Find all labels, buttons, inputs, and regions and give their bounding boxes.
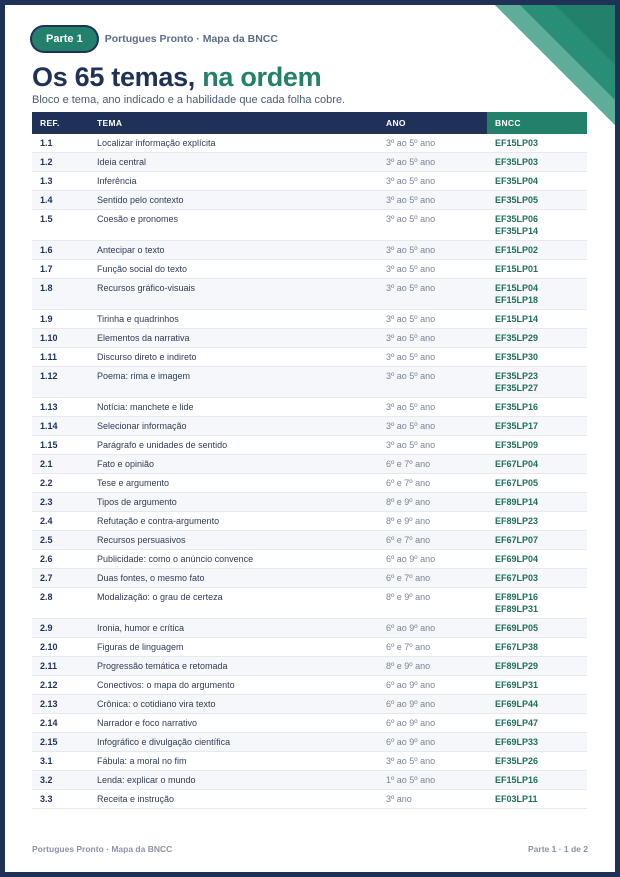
table-row [32, 714, 587, 733]
page-subtitle: Bloco e tema, ano indicado e a habilidade que cada folha cobre. [32, 94, 346, 106]
bncc-cell [487, 310, 587, 329]
bncc-code: EF15LP04 [495, 283, 539, 293]
bncc-cell [487, 260, 587, 279]
bncc-code: EF35LP26 [495, 756, 539, 766]
tema-cell: Progressão temática e retomada [97, 661, 228, 671]
table-row [32, 790, 587, 809]
ano-cell: 3º ao 5º ano [386, 756, 436, 766]
table-row [32, 493, 587, 512]
tema-cell: Conectivos: o mapa do argumento [97, 680, 235, 690]
bncc-code: EF89LP16 [495, 592, 539, 602]
brand-label: Portugues Pronto · Mapa da BNCC [104, 33, 278, 45]
table-row [32, 329, 587, 348]
footer-brand: Portugues Pronto · Mapa da BNCC [32, 844, 173, 854]
themes-table [32, 112, 587, 809]
bncc-code: EF35LP14 [495, 226, 539, 236]
bncc-code: EF67LP04 [495, 459, 539, 469]
ref-cell: 3.2 [40, 775, 53, 785]
bncc-code: EF15LP18 [495, 295, 539, 305]
tema-cell: Lenda: explicar o mundo [97, 775, 196, 785]
ref-cell: 1.10 [40, 333, 58, 343]
bncc-code: EF35LP29 [495, 333, 539, 343]
tema-cell: Receita e instrução [97, 794, 175, 804]
ano-cell: 6º e 7º ano [386, 478, 431, 488]
tema-cell: Infográfico e divulgação científica [97, 737, 231, 747]
ano-cell: 6º ao 9º ano [386, 680, 436, 690]
bncc-cell [487, 241, 587, 260]
ref-cell: 2.4 [40, 516, 53, 526]
table-row [32, 436, 587, 455]
table-row [32, 134, 587, 153]
table-row [32, 210, 587, 241]
tema-cell: Modalização: o grau de certeza [97, 592, 223, 602]
tema-cell: Recursos persuasivos [97, 535, 186, 545]
ano-cell: 3º ao 5º ano [386, 352, 436, 362]
ano-cell: 6º e 7º ano [386, 573, 431, 583]
ref-cell: 2.14 [40, 718, 58, 728]
bncc-code: EF35LP05 [495, 195, 539, 205]
table-row [32, 676, 587, 695]
ano-cell: 6º ao 9º ano [386, 623, 436, 633]
table-row [32, 695, 587, 714]
bncc-cell [487, 531, 587, 550]
tema-cell: Duas fontes, o mesmo fato [97, 573, 205, 583]
tema-cell: Elementos da narrativa [97, 333, 190, 343]
bncc-code: EF15LP03 [495, 138, 539, 148]
page-header [32, 25, 588, 106]
ref-cell: 2.1 [40, 459, 53, 469]
bncc-code: EF69LP47 [495, 718, 539, 728]
tema-cell: Narrador e foco narrativo [97, 718, 198, 728]
bncc-cell [487, 279, 587, 310]
bncc-cell [487, 417, 587, 436]
tema-cell: Tese e argumento [97, 478, 170, 488]
bncc-code: EF69LP31 [495, 680, 539, 690]
tema-cell: Coesão e pronomes [97, 214, 179, 224]
bncc-code: EF89LP23 [495, 516, 539, 526]
tema-cell: Antecipar o texto [97, 245, 165, 255]
ref-cell: 2.15 [40, 737, 58, 747]
bncc-code: EF89LP14 [495, 497, 539, 507]
table-row [32, 531, 587, 550]
table-row [32, 638, 587, 657]
tema-cell: Recursos gráfico-visuais [97, 283, 196, 293]
header-tema: TEMA [89, 112, 378, 134]
bncc-code: EF69LP05 [495, 623, 539, 633]
ano-cell: 3º ao 5º ano [386, 195, 436, 205]
table-row [32, 172, 587, 191]
bncc-code: EF03LP11 [495, 794, 538, 804]
ref-cell: 2.5 [40, 535, 53, 545]
ref-cell: 2.2 [40, 478, 53, 488]
ref-cell: 3.1 [40, 756, 53, 766]
table-row [32, 771, 587, 790]
ref-cell: 1.4 [40, 195, 53, 205]
bncc-code: EF35LP16 [495, 402, 539, 412]
ref-cell: 1.13 [40, 402, 58, 412]
bncc-cell [487, 790, 587, 809]
ref-cell: 1.3 [40, 176, 53, 186]
ref-cell: 1.11 [40, 352, 58, 362]
ref-cell: 2.3 [40, 497, 53, 507]
tema-cell: Figuras de linguagem [97, 642, 184, 652]
ref-cell: 1.1 [40, 138, 53, 148]
bncc-code: EF69LP44 [495, 699, 539, 709]
ref-cell: 1.15 [40, 440, 58, 450]
table-row [32, 310, 587, 329]
bncc-code: EF67LP03 [495, 573, 539, 583]
bncc-cell [487, 134, 587, 153]
bncc-cell [487, 329, 587, 348]
table-row [32, 279, 587, 310]
bncc-code: EF89LP31 [495, 604, 539, 614]
header-ano: ANO [378, 112, 487, 134]
tema-cell: Discurso direto e indireto [97, 352, 197, 362]
bncc-code: EF67LP07 [495, 535, 539, 545]
bncc-cell [487, 676, 587, 695]
ano-cell: 3º ao 5º ano [386, 214, 436, 224]
ano-cell: 3º ao 5º ano [386, 176, 436, 186]
tema-cell: Poema: rima e imagem [97, 371, 191, 381]
ano-cell: 3º ao 5º ano [386, 333, 436, 343]
tema-cell: Localizar informação explícita [97, 138, 216, 148]
bncc-code: EF15LP02 [495, 245, 539, 255]
ref-cell: 2.10 [40, 642, 58, 652]
bncc-cell [487, 752, 587, 771]
title-accent: na ordem [202, 62, 322, 92]
ref-cell: 2.7 [40, 573, 53, 583]
ano-cell: 8º e 9º ano [386, 592, 431, 602]
bncc-cell [487, 512, 587, 531]
ano-cell: 3º ao 5º ano [386, 157, 436, 167]
part-badge: Parte 1 [32, 27, 97, 51]
bncc-cell [487, 657, 587, 676]
ref-cell: 1.7 [40, 264, 53, 274]
bncc-cell [487, 493, 587, 512]
ano-cell: 6º e 7º ano [386, 459, 431, 469]
bncc-cell [487, 550, 587, 569]
ano-cell: 3º ao 5º ano [386, 264, 436, 274]
tema-cell: Fábula: a moral no fim [97, 756, 187, 766]
ano-cell: 3º ao 5º ano [386, 138, 436, 148]
bncc-code: EF35LP04 [495, 176, 539, 186]
ref-cell: 3.3 [40, 794, 53, 804]
table-row [32, 512, 587, 531]
bncc-cell [487, 172, 587, 191]
tema-cell: Ironia, humor e crítica [97, 623, 185, 633]
page-footer [32, 844, 588, 854]
bncc-code: EF15LP01 [495, 264, 539, 274]
bncc-code: EF69LP04 [495, 554, 539, 564]
bncc-code: EF35LP27 [495, 383, 539, 393]
ref-cell: 1.5 [40, 214, 53, 224]
header-ref: REF. [32, 112, 89, 134]
ano-cell: 8º e 9º ano [386, 497, 431, 507]
table-row [32, 260, 587, 279]
ano-cell: 8º e 9º ano [386, 661, 431, 671]
bncc-cell [487, 348, 587, 367]
bncc-cell [487, 436, 587, 455]
ref-cell: 2.6 [40, 554, 53, 564]
bncc-cell [487, 474, 587, 493]
tema-cell: Parágrafo e unidades de sentido [97, 440, 228, 450]
bncc-code: EF35LP17 [495, 421, 539, 431]
ref-cell: 1.12 [40, 371, 58, 381]
table-row [32, 348, 587, 367]
bncc-code: EF35LP30 [495, 352, 539, 362]
ref-cell: 2.13 [40, 699, 58, 709]
ref-cell: 2.12 [40, 680, 58, 690]
ano-cell: 3º ao 5º ano [386, 314, 436, 324]
table-header-row [32, 112, 587, 134]
footer-page-number: Parte 1 · 1 de 2 [527, 844, 588, 854]
table-row [32, 619, 587, 638]
bncc-cell [487, 367, 587, 398]
ano-cell: 3º ano [386, 794, 412, 804]
ano-cell: 6º ao 9º ano [386, 737, 436, 747]
table-row [32, 398, 587, 417]
bncc-cell [487, 153, 587, 172]
table-row [32, 733, 587, 752]
ano-cell: 1º ao 5º ano [386, 775, 436, 785]
table-row [32, 191, 587, 210]
table-body [32, 134, 587, 809]
table-row [32, 474, 587, 493]
bncc-code: EF35LP03 [495, 157, 539, 167]
ano-cell: 6º ao 9º ano [386, 554, 436, 564]
page-title [32, 62, 588, 92]
bncc-cell [487, 638, 587, 657]
tema-cell: Inferência [97, 176, 137, 186]
tema-cell: Notícia: manchete e lide [97, 402, 194, 412]
ano-cell: 6º e 7º ano [386, 642, 431, 652]
document-page [5, 5, 615, 872]
bncc-cell [487, 569, 587, 588]
table-row [32, 153, 587, 172]
ref-cell: 1.2 [40, 157, 53, 167]
tema-cell: Sentido pelo contexto [97, 195, 184, 205]
tema-cell: Tipos de argumento [97, 497, 177, 507]
bncc-cell [487, 619, 587, 638]
table-row [32, 241, 587, 260]
tema-cell: Tirinha e quadrinhos [97, 314, 179, 324]
tema-cell: Fato e opinião [97, 459, 155, 469]
ano-cell: 6º ao 9º ano [386, 718, 436, 728]
ref-cell: 2.8 [40, 592, 53, 602]
ano-cell: 3º ao 5º ano [386, 371, 436, 381]
table-row [32, 367, 587, 398]
bncc-code: EF35LP23 [495, 371, 539, 381]
tema-cell: Crônica: o cotidiano vira texto [97, 699, 216, 709]
ref-cell: 2.9 [40, 623, 53, 633]
table-row [32, 752, 587, 771]
table-row [32, 417, 587, 436]
ano-cell: 3º ao 5º ano [386, 402, 436, 412]
bncc-cell [487, 455, 587, 474]
ref-cell: 1.9 [40, 314, 53, 324]
ano-cell: 8º e 9º ano [386, 516, 431, 526]
bncc-code: EF35LP06 [495, 214, 539, 224]
bncc-cell [487, 695, 587, 714]
tema-cell: Selecionar informação [97, 421, 187, 431]
ref-cell: 1.14 [40, 421, 58, 431]
bncc-cell [487, 210, 587, 241]
bncc-cell [487, 191, 587, 210]
tema-cell: Publicidade: como o anúncio convence [97, 554, 254, 564]
ano-cell: 6º e 7º ano [386, 535, 431, 545]
title-main: Os 65 temas, [32, 62, 196, 92]
bncc-code: EF89LP29 [495, 661, 539, 671]
ref-cell: 2.11 [40, 661, 58, 671]
bncc-cell [487, 398, 587, 417]
tema-cell: Ideia central [97, 157, 147, 167]
ano-cell: 3º ao 5º ano [386, 283, 436, 293]
ano-cell: 3º ao 5º ano [386, 421, 436, 431]
bncc-code: EF67LP05 [495, 478, 539, 488]
tema-cell: Refutação e contra-argumento [97, 516, 220, 526]
header-bncc: BNCC [487, 112, 587, 134]
bncc-code: EF15LP16 [495, 775, 539, 785]
bncc-cell [487, 588, 587, 619]
bncc-code: EF69LP33 [495, 737, 539, 747]
bncc-cell [487, 733, 587, 752]
ref-cell: 1.8 [40, 283, 53, 293]
ano-cell: 6º ao 9º ano [386, 699, 436, 709]
bncc-code: EF15LP14 [495, 314, 539, 324]
table-row [32, 550, 587, 569]
tema-cell: Função social do texto [97, 264, 188, 274]
bncc-cell [487, 771, 587, 790]
bncc-code: EF67LP38 [495, 642, 539, 652]
bncc-cell [487, 714, 587, 733]
ref-cell: 1.6 [40, 245, 53, 255]
table-row [32, 569, 587, 588]
ano-cell: 3º ao 5º ano [386, 245, 436, 255]
table-row [32, 455, 587, 474]
bncc-code: EF35LP09 [495, 440, 539, 450]
table-row [32, 657, 587, 676]
ano-cell: 3º ao 5º ano [386, 440, 436, 450]
table-row [32, 588, 587, 619]
